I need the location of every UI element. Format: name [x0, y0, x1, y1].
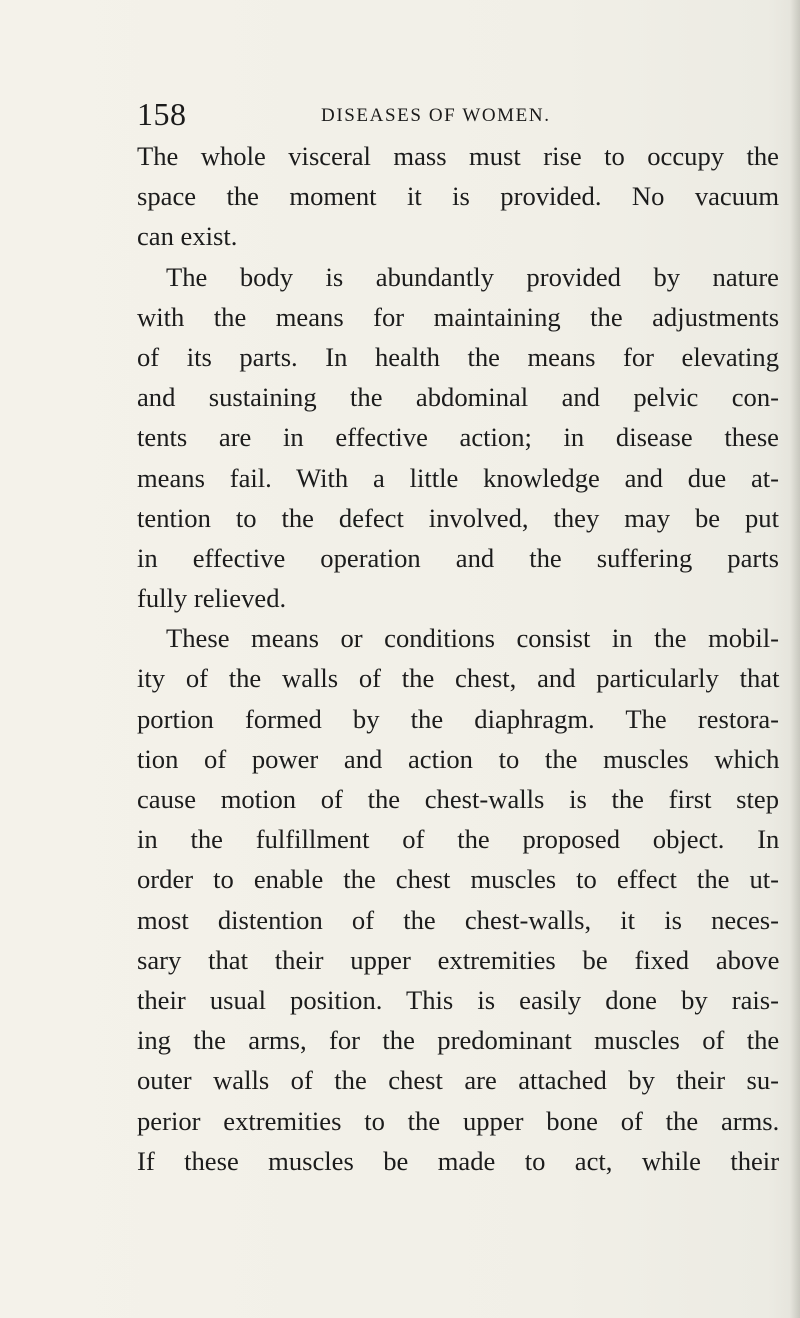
- text-line: fully relieved.: [137, 583, 287, 614]
- text-line: their usual position. This is easily done by rais-: [137, 984, 779, 1015]
- text-line: The body is abundantly provided by nature: [166, 261, 779, 292]
- text-line: The whole visceral mass must rise to occupy the: [137, 141, 779, 171]
- text-line: tention to the defect involved, they may be put: [137, 502, 779, 533]
- text-line: sary that their upper extremities be fixed above: [137, 944, 780, 975]
- text-line: ity of the walls of the chest, and particularly that: [137, 663, 780, 694]
- text-line: cause motion of the chest-walls is the first step: [137, 784, 779, 814]
- text-line: in effective operation and the suffering parts: [137, 542, 779, 573]
- text-line: space the moment it is provided. No vacuum: [137, 181, 779, 212]
- text-line: can exist.: [137, 221, 238, 252]
- text-line: means fail. With a little knowledge and due at-: [137, 462, 779, 493]
- text-line: tents are in effective action; in disease these: [137, 422, 779, 453]
- body-text: [137, 136, 779, 1181]
- text-line: These means or conditions consist in the mobil-: [166, 623, 779, 654]
- text-line: portion formed by the diaphragm. The restora-: [137, 703, 780, 734]
- text-line: with the means for maintaining the adjustments: [137, 301, 780, 332]
- running-head: [137, 97, 777, 131]
- text-line: outer walls of the chest are attached by their su-: [137, 1065, 779, 1096]
- text-line: and sustaining the abdominal and pelvic con-: [137, 382, 779, 413]
- text-line: in the fulfillment of the proposed object. In: [137, 824, 780, 855]
- text-line: If these muscles be made to act, while their: [137, 1145, 780, 1176]
- text-line: tion of power and action to the muscles which: [137, 743, 780, 774]
- running-title: DISEASES OF WOMEN.: [321, 105, 551, 126]
- text-line: order to enable the chest muscles to effect the ut-: [137, 864, 779, 895]
- page-edge-shadow: [790, 0, 800, 1318]
- text-line: of its parts. In health the means for elevating: [137, 341, 779, 372]
- text-line: perior extremities to the upper bone of the arms.: [137, 1105, 780, 1136]
- text-line: most distention of the chest-walls, it is neces-: [137, 904, 779, 935]
- text-line: ing the arms, for the predominant muscles of the: [137, 1025, 780, 1056]
- page-number: 158: [137, 96, 187, 132]
